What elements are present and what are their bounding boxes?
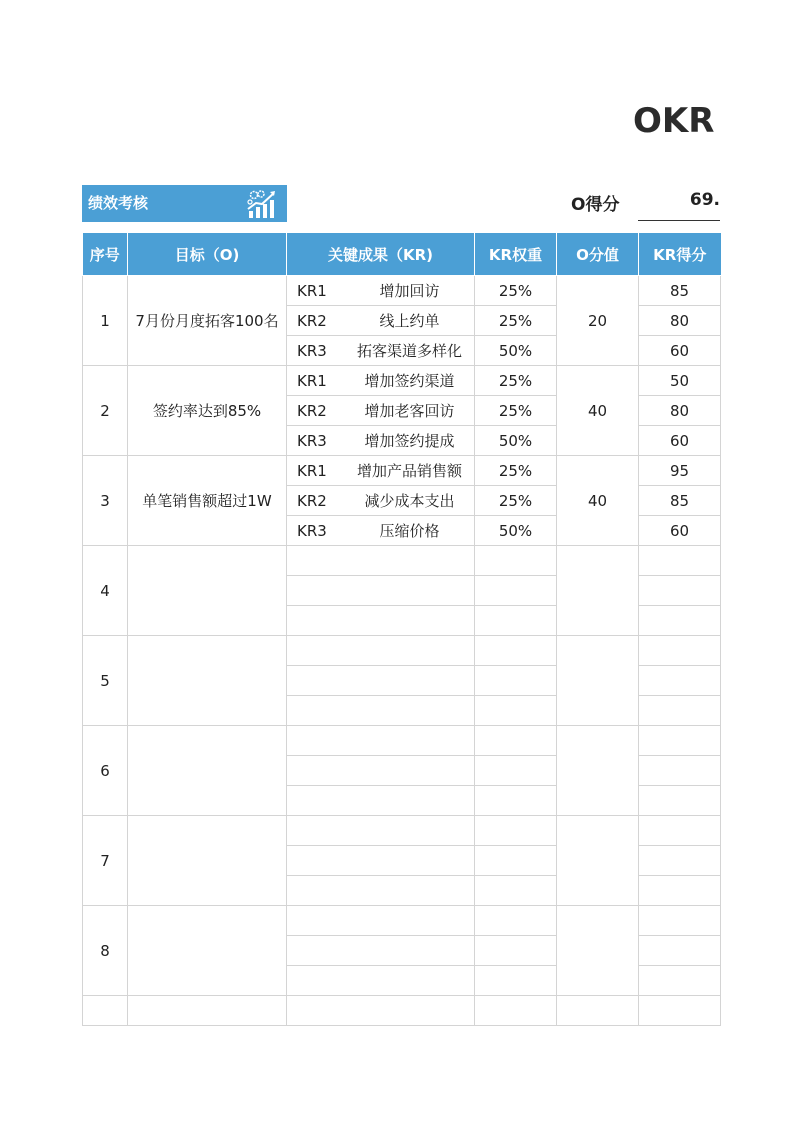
kr-score[interactable] — [639, 816, 721, 846]
kr-score[interactable]: 95 — [639, 456, 721, 486]
kr-code: KR3 — [297, 522, 327, 540]
o-value: 40 — [557, 366, 639, 456]
kr-score[interactable] — [639, 876, 721, 906]
o-score-underline — [638, 220, 720, 221]
kr-weight[interactable] — [475, 906, 557, 936]
key-result-cell[interactable] — [287, 966, 475, 996]
section-banner — [82, 185, 287, 222]
kr-weight[interactable]: 25% — [475, 366, 557, 396]
kr-weight[interactable] — [475, 816, 557, 846]
table-row — [83, 906, 721, 936]
key-result-cell[interactable] — [287, 756, 475, 786]
key-result-cell[interactable] — [287, 276, 475, 306]
kr-score[interactable] — [639, 606, 721, 636]
o-value — [557, 546, 639, 636]
header-o-value: O分值 — [557, 233, 639, 276]
objective-number: 1 — [83, 276, 128, 366]
kr-weight[interactable]: 25% — [475, 456, 557, 486]
kr-text: 增加签约提成 — [364, 432, 455, 450]
header-kr-weight: KR权重 — [475, 233, 557, 276]
kr-code: KR2 — [297, 492, 327, 510]
kr-weight[interactable] — [475, 546, 557, 576]
okr-table — [82, 233, 721, 1026]
empty-cell — [639, 996, 721, 1026]
kr-text: 线上约单 — [379, 312, 440, 330]
kr-text: 减少成本支出 — [364, 492, 455, 510]
o-value: 40 — [557, 456, 639, 546]
kr-weight[interactable] — [475, 726, 557, 756]
kr-weight[interactable]: 50% — [475, 426, 557, 456]
o-value — [557, 636, 639, 726]
key-result-cell[interactable] — [287, 696, 475, 726]
kr-weight[interactable] — [475, 966, 557, 996]
key-result-cell[interactable] — [287, 546, 475, 576]
kr-weight[interactable]: 25% — [475, 306, 557, 336]
table-row — [83, 366, 721, 396]
key-result-cell[interactable] — [287, 516, 475, 546]
growth-chart-gears-icon — [246, 189, 278, 219]
o-score-label: O得分 — [571, 195, 620, 215]
o-value — [557, 816, 639, 906]
kr-score[interactable]: 80 — [639, 306, 721, 336]
key-result-cell[interactable] — [287, 936, 475, 966]
key-result-cell[interactable] — [287, 876, 475, 906]
o-value — [557, 906, 639, 996]
kr-score[interactable]: 60 — [639, 516, 721, 546]
kr-score[interactable] — [639, 966, 721, 996]
banner-label: 绩效考核 — [88, 194, 149, 212]
kr-weight[interactable] — [475, 696, 557, 726]
header-kr: 关键成果（KR) — [287, 233, 475, 276]
kr-score[interactable] — [639, 636, 721, 666]
kr-score[interactable] — [639, 846, 721, 876]
kr-score[interactable] — [639, 756, 721, 786]
kr-weight[interactable]: 50% — [475, 336, 557, 366]
kr-score[interactable] — [639, 906, 721, 936]
key-result-cell[interactable] — [287, 396, 475, 426]
header-kr-score: KR得分 — [639, 233, 721, 276]
table-row — [83, 816, 721, 846]
kr-score[interactable] — [639, 936, 721, 966]
kr-text: 增加产品销售额 — [356, 462, 462, 480]
objective-goal — [128, 816, 287, 906]
kr-weight[interactable] — [475, 756, 557, 786]
kr-score[interactable] — [639, 696, 721, 726]
kr-score[interactable]: 60 — [639, 426, 721, 456]
key-result-cell[interactable] — [287, 786, 475, 816]
objective-number: 6 — [83, 726, 128, 816]
key-result-cell[interactable] — [287, 576, 475, 606]
kr-score[interactable] — [639, 726, 721, 756]
kr-score[interactable]: 60 — [639, 336, 721, 366]
kr-score[interactable] — [639, 666, 721, 696]
key-result-cell[interactable] — [287, 456, 475, 486]
kr-weight[interactable]: 50% — [475, 516, 557, 546]
table-row — [83, 726, 721, 756]
objective-goal: 单笔销售额超过1W — [128, 456, 287, 546]
objective-number: 4 — [83, 546, 128, 636]
key-result-cell[interactable] — [287, 486, 475, 516]
kr-score[interactable]: 85 — [639, 276, 721, 306]
kr-code: KR1 — [297, 372, 327, 390]
o-value: 20 — [557, 276, 639, 366]
key-result-cell[interactable] — [287, 366, 475, 396]
kr-weight[interactable] — [475, 786, 557, 816]
kr-weight[interactable] — [475, 666, 557, 696]
kr-score[interactable] — [639, 786, 721, 816]
kr-weight[interactable] — [475, 846, 557, 876]
key-result-cell[interactable] — [287, 666, 475, 696]
objective-number: 7 — [83, 816, 128, 906]
key-result-cell[interactable] — [287, 426, 475, 456]
o-score-value: 69. — [689, 190, 720, 210]
key-result-cell[interactable] — [287, 306, 475, 336]
kr-code: KR3 — [297, 432, 327, 450]
page-title: OKR — [633, 101, 715, 141]
kr-weight[interactable]: 25% — [475, 486, 557, 516]
empty-cell — [287, 996, 475, 1026]
kr-weight[interactable]: 25% — [475, 276, 557, 306]
kr-code: KR2 — [297, 402, 327, 420]
table-row — [83, 276, 721, 306]
empty-cell — [83, 996, 128, 1026]
key-result-cell[interactable] — [287, 726, 475, 756]
kr-weight[interactable] — [475, 876, 557, 906]
key-result-cell[interactable] — [287, 336, 475, 366]
kr-score[interactable]: 80 — [639, 396, 721, 426]
kr-weight[interactable]: 25% — [475, 396, 557, 426]
kr-weight[interactable] — [475, 576, 557, 606]
header-no: 序号 — [83, 233, 128, 276]
objective-goal — [128, 636, 287, 726]
objective-goal — [128, 726, 287, 816]
kr-text: 拓客渠道多样化 — [356, 342, 462, 360]
objective-goal — [128, 546, 287, 636]
kr-score[interactable]: 85 — [639, 486, 721, 516]
empty-cell — [557, 996, 639, 1026]
kr-code: KR1 — [297, 462, 327, 480]
key-result-cell[interactable] — [287, 846, 475, 876]
kr-text: 增加签约渠道 — [364, 372, 455, 390]
key-result-cell[interactable] — [287, 606, 475, 636]
kr-score[interactable] — [639, 576, 721, 606]
kr-weight[interactable] — [475, 606, 557, 636]
kr-code: KR3 — [297, 342, 327, 360]
objective-goal: 签约率达到85% — [128, 366, 287, 456]
kr-text: 压缩价格 — [379, 522, 440, 540]
objective-goal: 7月份月度拓客100名 — [128, 276, 287, 366]
kr-weight[interactable] — [475, 936, 557, 966]
kr-code: KR1 — [297, 282, 327, 300]
table-row — [83, 456, 721, 486]
kr-text: 增加回访 — [379, 282, 440, 300]
objective-number: 3 — [83, 456, 128, 546]
key-result-cell[interactable] — [287, 636, 475, 666]
objective-number: 5 — [83, 636, 128, 726]
kr-score[interactable] — [639, 546, 721, 576]
key-result-cell[interactable] — [287, 906, 475, 936]
objective-goal — [128, 906, 287, 996]
key-result-cell[interactable] — [287, 816, 475, 846]
table-row-empty — [83, 996, 721, 1026]
empty-cell — [475, 996, 557, 1026]
kr-text: 增加老客回访 — [364, 402, 455, 420]
header-goal: 目标（O) — [128, 233, 287, 276]
o-value — [557, 726, 639, 816]
kr-weight[interactable] — [475, 636, 557, 666]
kr-score[interactable]: 50 — [639, 366, 721, 396]
objective-number: 2 — [83, 366, 128, 456]
objective-number: 8 — [83, 906, 128, 996]
table-row — [83, 546, 721, 576]
empty-cell — [128, 996, 287, 1026]
kr-code: KR2 — [297, 312, 327, 330]
table-row — [83, 636, 721, 666]
table-header-row — [83, 233, 721, 276]
